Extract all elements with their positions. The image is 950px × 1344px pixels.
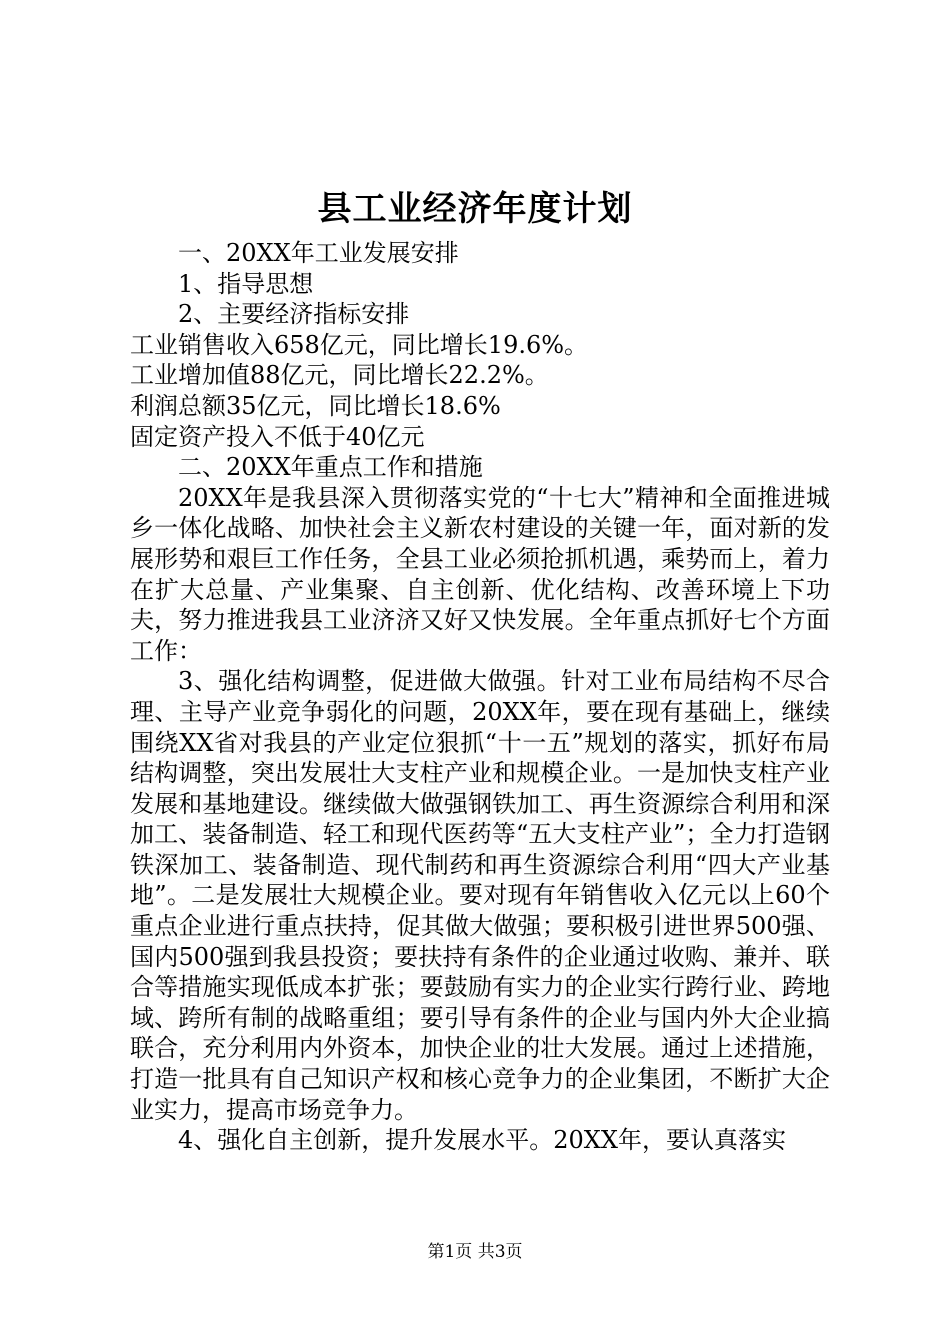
document-body xyxy=(130,238,830,1156)
section-heading-1: 一、20XX年工业发展安排 xyxy=(178,239,459,267)
document-title: 县工业经济年度计划 xyxy=(317,189,633,229)
indicator-profit: 利润总额35亿元，同比增长18.6% xyxy=(130,391,501,420)
section-heading-2: 二、20XX年重点工作和措施 xyxy=(178,453,483,482)
body-paragraph-intro: 20XX年是我县深入贯彻落实党的“十七大”精神和全面推进城乡一体化战略、加快社会主义新农村建设的关键一年，面对新的发展形势和艰巨工作任务，全县工业必须抢抓机遇，乘势而上，着力在扩大总量、产业集聚、自主创新、优化结构、改善环境上下功夫，努力推进我县工业济济又好又快发展。全年重点抓好七个方面工作： xyxy=(130,483,830,665)
indicator-fixed-assets: 固定资产投入不低于40亿元 xyxy=(130,422,425,451)
subsection-indicators: 2、主要经济指标安排 xyxy=(178,300,410,329)
indicator-added-value: 工业增加值88亿元，同比增长22.2%。 xyxy=(130,361,549,390)
body-paragraph-innovation: 4、强化自主创新，提升发展水平。20XX年，要认真落实 xyxy=(178,1126,786,1155)
body-paragraph-structure: 3、强化结构调整，促进做大做强。针对工业布局结构不尽合理、主导产业竞争弱化的问题，20XX年，要在现有基础上，继续围绕XX省对我县的产业定位狠抓“十一五”规划的落实，抓好布局结构调整，突出发展壮大支柱产业和规模企业。一是加快支柱产业发展和基地建设。继续做大做强钢铁加工、再生资源综合利用和深加工、装备制造、轻工和现代医药等“五大支柱产业”；全力打造钢铁深加工、装备制造、现代制药和再生资源综合利用“四大产业基地”。二是发展壮大规模企业。要对现有年销售收入亿元以上60个重点企业进行重点扶持，促其做大做强；要积极引进世界500强、国内500强到我县投资；要扶持有条件的企业通过收购、兼并、联合等措施实现低成本扩张；要鼓励有实力的企业实行跨行业、跨地域、跨所有制的战略重组；要引导有条件的企业与国内外大企业搞联合，充分利用内外资本，加快企业的壮大发展。通过上述措施，打造一批具有自己知识产权和核心竞争力的企业集团，不断扩大企业实力，提高市场竞争力。 xyxy=(130,667,830,1124)
indicator-sales: 工业销售收入658亿元，同比增长19.6%。 xyxy=(130,330,589,359)
subsection-guiding-thought: 1、指导思想 xyxy=(178,269,314,298)
page-footer: 第1页 共3页 xyxy=(427,1242,523,1262)
